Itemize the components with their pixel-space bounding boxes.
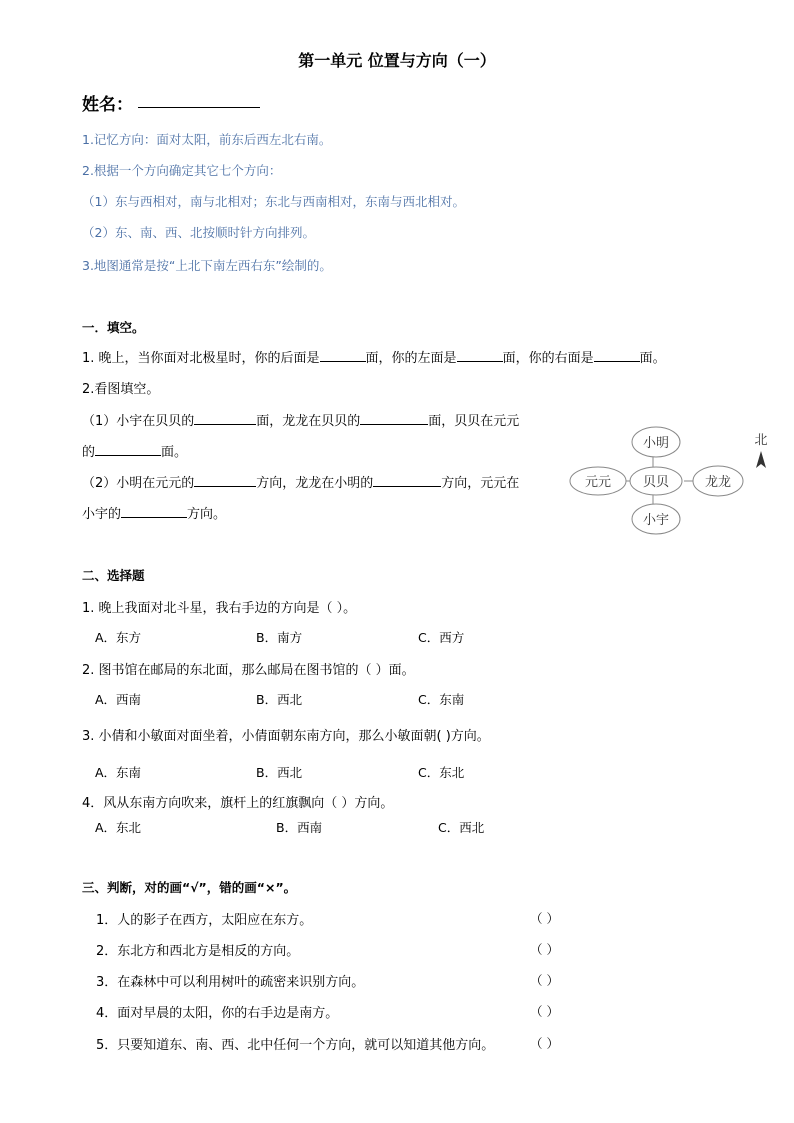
q2-2-text-e: 方向。 <box>187 507 227 522</box>
judge-item-3: 3．在森林中可以利用树叶的疏密来识别方向。 <box>96 975 365 990</box>
north-arrow-icon <box>756 451 766 468</box>
q2-1-text-e: 面。 <box>161 445 188 460</box>
tip-3: （1）东与西相对，南与北相对；东北与西南相对，东南与西北相对。 <box>82 194 465 209</box>
judge-item-5-answer[interactable]: （ ） <box>530 1036 559 1051</box>
tip-4: （2）东、南、西、北按顺时针方向排列。 <box>82 225 315 240</box>
judge-item-1: 1．人的影子在西方，太阳应在东方。 <box>96 913 313 928</box>
q2-1-text-a: （1）小宇在贝贝的 <box>82 414 195 429</box>
choice-2-option-a[interactable]: A．西南 <box>95 692 142 707</box>
choice-4-option-b[interactable]: B．西南 <box>276 820 323 835</box>
q2-1-line-2 <box>82 441 187 460</box>
choice-4-option-c[interactable]: C．西北 <box>438 820 485 835</box>
choice-question-1: 1. 晚上我面对北斗星，我右手边的方向是（ ）。 <box>82 601 357 616</box>
q2-1-blank-1[interactable] <box>194 412 256 425</box>
choice-3-option-c[interactable]: C．东北 <box>418 765 465 780</box>
q1-blank-1[interactable] <box>320 349 366 362</box>
north-label: 北 <box>754 433 768 448</box>
judge-item-4: 4．面对早晨的太阳，你的右手边是南方。 <box>96 1006 339 1021</box>
choice-4-option-a[interactable]: A．东北 <box>95 820 142 835</box>
tip-5: 3.地图通常是按“上北下南左西右东”绘制的。 <box>82 258 332 273</box>
position-diagram <box>568 424 778 539</box>
name-blank[interactable] <box>138 107 260 108</box>
judge-item-4-answer[interactable]: （ ） <box>530 1004 559 1019</box>
judge-item-1-answer[interactable]: （ ） <box>530 911 559 926</box>
q2-1-text-b: 面，龙龙在贝贝的 <box>256 414 361 429</box>
node-bottom-label: 小宇 <box>642 513 670 528</box>
name-label: 姓名： <box>82 95 133 115</box>
fill-question-1 <box>82 347 666 366</box>
q2-2-blank-2[interactable] <box>373 474 441 487</box>
q2-2-blank-3[interactable] <box>121 505 187 518</box>
judge-item-5: 5．只要知道东、南、西、北中任何一个方向，就可以知道其他方向。 <box>96 1038 495 1053</box>
choice-2-option-c[interactable]: C．东南 <box>418 692 465 707</box>
q2-2-line-2 <box>82 503 226 522</box>
choice-1-option-a[interactable]: A．东方 <box>95 630 142 645</box>
judge-item-2-answer[interactable]: （ ） <box>530 942 559 957</box>
q1-blank-3[interactable] <box>594 349 640 362</box>
q1-text-b: 面，你的左面是 <box>365 351 457 366</box>
q2-2-text-c: 方向，元元在 <box>441 476 520 491</box>
judge-item-3-answer[interactable]: （ ） <box>530 973 559 988</box>
q2-2-text-a: （2）小明在元元的 <box>82 476 195 491</box>
choice-2-option-b[interactable]: B．西北 <box>256 692 303 707</box>
q2-1-text-c: 面，贝贝在元元 <box>428 414 520 429</box>
section2-heading: 二、选择题 <box>82 568 145 583</box>
q2-2-line-1 <box>82 472 519 491</box>
fill-question-2-label: 2.看图填空。 <box>82 382 160 397</box>
q2-2-blank-1[interactable] <box>194 474 256 487</box>
q2-1-text-d: 的 <box>82 445 96 460</box>
q1-text-c: 面，你的右面是 <box>502 351 594 366</box>
choice-question-3: 3. 小倩和小敏面对面坐着，小倩面朝东南方向，那么小敏面朝( )方向。 <box>82 729 490 744</box>
node-left-label: 元元 <box>584 475 612 490</box>
node-right-label: 龙龙 <box>704 475 732 490</box>
tip-2: 2.根据一个方向确定其它七个方向： <box>82 163 282 178</box>
q1-blank-2[interactable] <box>457 349 503 362</box>
section3-heading: 三、判断，对的画“√”，错的画“×”。 <box>82 880 297 895</box>
choice-1-option-b[interactable]: B．南方 <box>256 630 303 645</box>
choice-question-4: 4．风从东南方向吹来，旗杆上的红旗飘向（ ）方向。 <box>82 796 394 811</box>
q2-1-blank-3[interactable] <box>95 443 161 456</box>
q2-1-line-1 <box>82 410 519 429</box>
judge-item-2: 2．东北方和西北方是相反的方向。 <box>96 944 300 959</box>
section1-heading: 一．填空。 <box>82 320 145 335</box>
q2-2-text-d: 小宇的 <box>82 507 122 522</box>
node-top-label: 小明 <box>642 436 670 451</box>
tip-1: 1.记忆方向：面对太阳，前东后西左北右南。 <box>82 132 332 147</box>
choice-3-option-a[interactable]: A．东南 <box>95 765 142 780</box>
choice-1-option-c[interactable]: C．西方 <box>418 630 465 645</box>
choice-question-2: 2. 图书馆在邮局的东北面，那么邮局在图书馆的（ ）面。 <box>82 663 415 678</box>
q2-1-blank-2[interactable] <box>360 412 428 425</box>
q1-text-d: 面。 <box>639 351 666 366</box>
q2-2-text-b: 方向，龙龙在小明的 <box>256 476 374 491</box>
choice-3-option-b[interactable]: B．西北 <box>256 765 303 780</box>
q1-text-a: 1. 晚上，当你面对北极星时，你的后面是 <box>82 351 320 366</box>
node-center-label: 贝贝 <box>642 475 670 490</box>
page-title: 第一单元 位置与方向（一） <box>298 51 496 70</box>
